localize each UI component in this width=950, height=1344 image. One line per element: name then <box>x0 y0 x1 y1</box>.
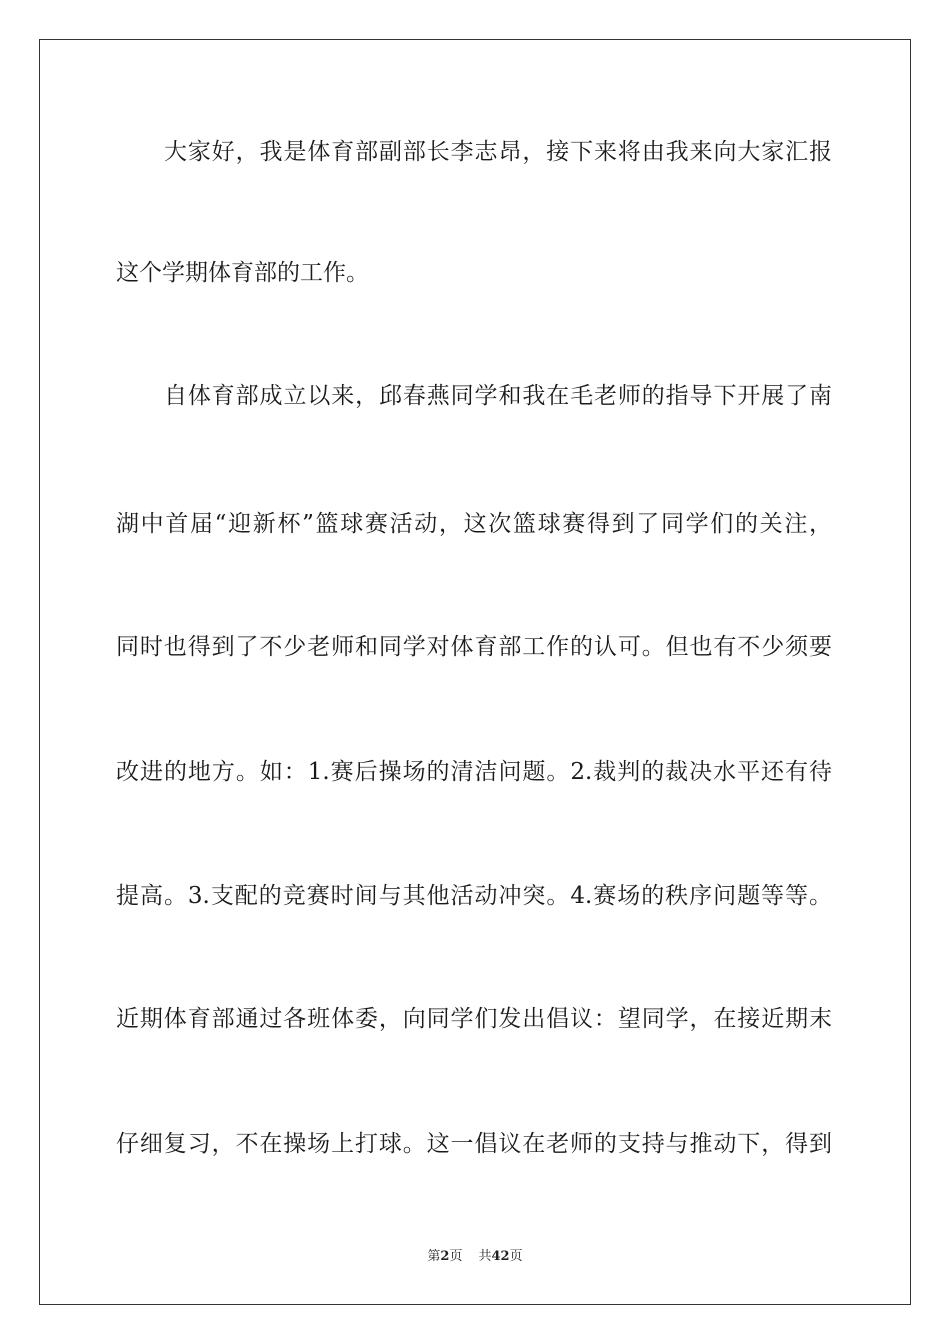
paragraph-2-line-5: 提高。3.支配的竞赛时间与其他活动冲突。4.赛场的秩序问题等等。 <box>116 883 832 909</box>
page-footer <box>0 1248 950 1266</box>
paragraph-2-line-2: 湖中首届“迎新杯”篮球赛活动，这次篮球赛得到了同学们的关注， <box>116 511 832 537</box>
page-suffix: 页 <box>449 1249 463 1264</box>
paragraph-2-line-6: 近期体育部通过各班体委，向同学们发出倡议：望同学，在接近期末 <box>116 1006 832 1032</box>
page-border <box>39 39 911 1305</box>
paragraph-2-line-7: 仔细复习，不在操场上打球。这一倡议在老师的支持与推动下，得到 <box>116 1131 832 1157</box>
page-current: 2 <box>440 1249 450 1264</box>
paragraph-1-line-2: 这个学期体育部的工作。 <box>116 260 369 286</box>
paragraph-2-line-4: 改进的地方。如：1.赛后操场的清洁问题。2.裁判的裁决水平还有待 <box>116 759 832 785</box>
total-prefix: 共 <box>478 1249 492 1264</box>
page-total: 42 <box>491 1249 510 1264</box>
page-prefix: 第 <box>427 1249 441 1264</box>
paragraph-2-line-3: 同时也得到了不少老师和同学对体育部工作的认可。但也有不少须要 <box>116 634 832 660</box>
paragraph-2-line-1: 自体育部成立以来，邱春燕同学和我在毛老师的指导下开展了南 <box>164 383 832 409</box>
paragraph-1-line-1: 大家好，我是体育部副部长李志昂，接下来将由我来向大家汇报 <box>164 139 832 165</box>
total-suffix: 页 <box>509 1249 523 1264</box>
